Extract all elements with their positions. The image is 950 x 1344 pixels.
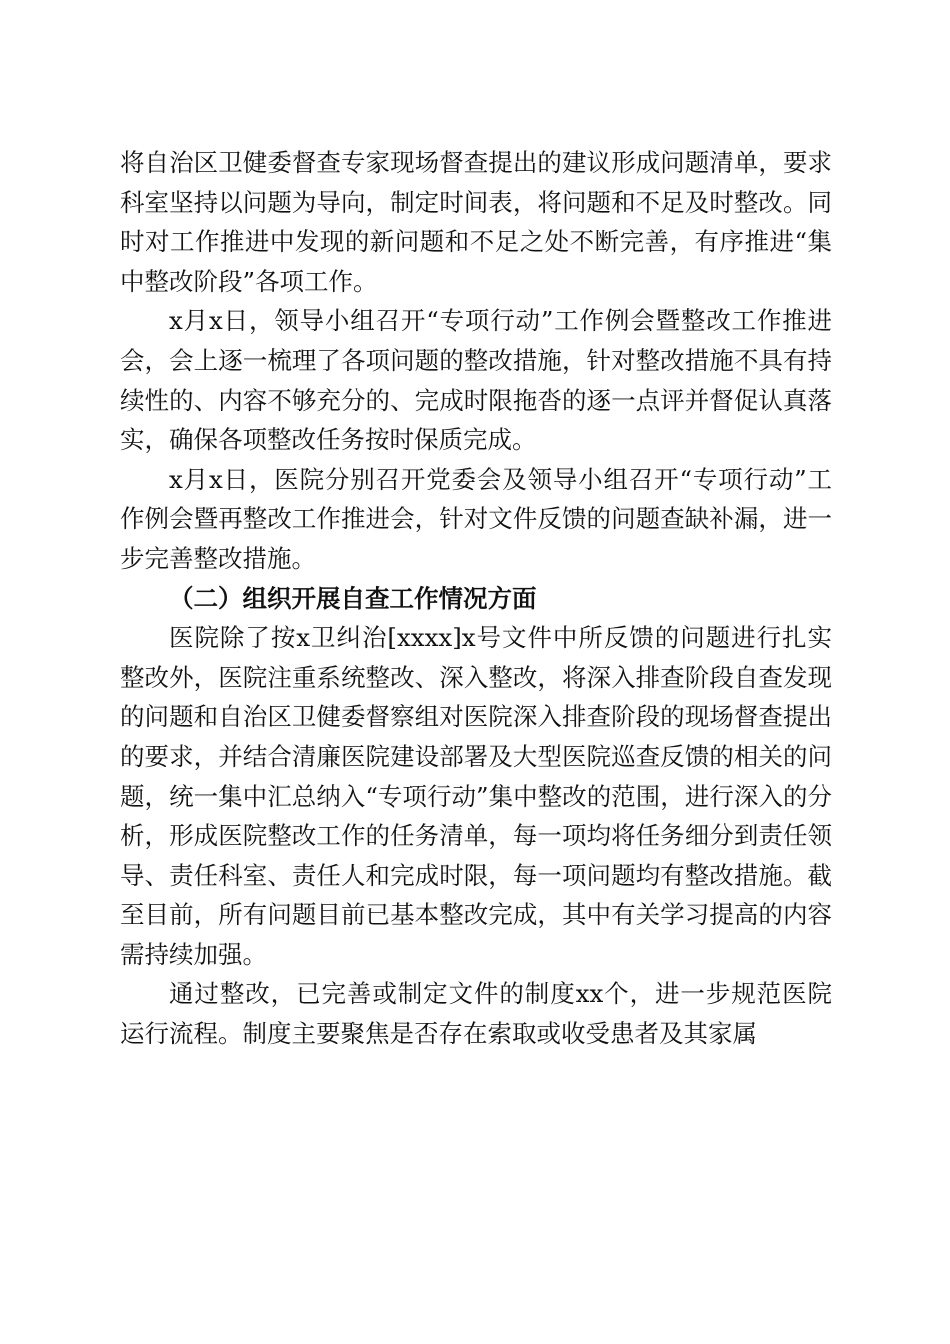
paragraph-continuation: 将自治区卫健委督查专家现场督查提出的建议形成问题清单，要求科室坚持以问题为导向，制定时间表，将问题和不足及时整改。同时对工作推进中发现的新问题和不足之处不断完善，有序推进“集中整改阶段”各项工作。 [120, 148, 832, 296]
paragraph-meeting-2: x月x日，医院分别召开党委会及领导小组召开“专项行动”工作例会暨再整改工作推进会，针对文件反馈的问题查缺补漏，进一步完善整改措施。 [120, 464, 832, 573]
paragraph-meeting-1: x月x日，领导小组召开“专项行动”工作例会暨整改工作推进会，会上逐一梳理了各项问题的整改措施，针对整改措施不具有持续性的、内容不够充分的、完成时限拖沓的逐一点评并督促认真落实，确保各项整改任务按时保质完成。 [120, 306, 832, 455]
section-heading: （二）组织开展自查工作情况方面 [169, 583, 537, 613]
document-body [120, 143, 832, 1054]
paragraph-rectification-result: 通过整改，已完善或制定文件的制度xx个，进一步规范医院运行流程。制度主要聚焦是否存在索取或收受患者及其家属 [120, 979, 832, 1049]
paragraph-self-inspection: 医院除了按x卫纠治[xxxx]x号文件中所反馈的问题进行扎实整改外，医院注重系统整改、深入整改，将深入排查阶段自查发现的问题和自治区卫健委督察组对医院深入排查阶段的现场督查提出的要求，并结合清廉医院建设部署及大型医院巡查反馈的相关的问题，统一集中汇总纳入“专项行动”集中整改的范围，进行深入的分析，形成医院整改工作的任务清单，每一项均将任务细分到责任领导、责任科室、责任人和完成时限，每一项问题均有整改措施。截至目前，所有问题目前已基本整改完成，其中有关学习提高的内容需持续加强。 [120, 623, 832, 969]
